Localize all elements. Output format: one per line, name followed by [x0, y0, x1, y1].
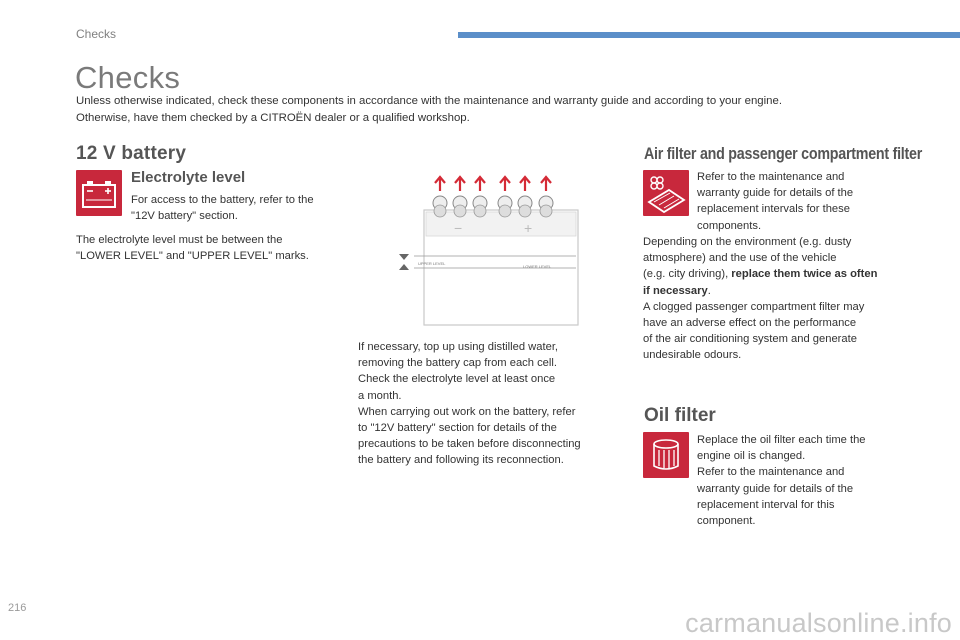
cell-cap-2 [453, 177, 467, 217]
electrolyte-level-line-1: The electrolyte level must be between the [76, 234, 283, 246]
battery-access-line-2: "12V battery" section. [131, 210, 238, 223]
upper-level-label: UPPER LEVEL [418, 261, 446, 266]
oil-filter-icon [643, 432, 689, 478]
env-line-2: atmosphere) and the use of the vehicle [643, 252, 837, 265]
air-filter-icon [643, 170, 689, 216]
air-filter-intro-line-1: Refer to the maintenance and [697, 171, 845, 183]
header-accent-bar [458, 32, 960, 38]
battery-icon [76, 170, 122, 216]
plus-sign: + [524, 220, 533, 236]
battery-access-text [131, 192, 314, 224]
watermark: carmanualsonline.info [685, 608, 952, 638]
topup-text [358, 339, 581, 469]
topup-line-4: a month. [358, 389, 402, 402]
topup-line-6: to "12V battery" section for details of the [358, 422, 557, 435]
electrolyte-level-line-2: "LOWER LEVEL" and "UPPER LEVEL" marks. [76, 250, 309, 263]
oil-filter-line-5: replacement interval for this [697, 498, 835, 511]
oil-filter-text [697, 432, 866, 529]
section-label: Checks [76, 27, 117, 41]
env-line-4 [643, 283, 918, 299]
cell-cap-3 [473, 177, 487, 217]
air-filter-intro-line-4: components. [697, 219, 762, 232]
oil-filter-line-6: component. [697, 515, 756, 528]
oil-filter-line-4: warranty guide for details of the [697, 482, 854, 495]
clogged-line-2: have an adverse effect on the performance [643, 317, 857, 330]
topup-line-8: the battery and following its reconnection. [358, 454, 564, 467]
env-line-3-bold: replace them twice as often [731, 268, 878, 281]
battery-heading: 12 V battery [76, 143, 187, 164]
oil-filter-heading: Oil filter [644, 405, 716, 426]
clogged-line-1: A clogged passenger compartment filter may [643, 300, 865, 313]
electrolyte-level-text [76, 232, 309, 264]
electrolyte-subheading: Electrolyte level [131, 169, 246, 186]
cell-cap-1 [433, 177, 447, 217]
env-line-4-bold: if necessary [643, 284, 708, 297]
air-filter-heading: Air filter and passenger compartment filter [644, 144, 923, 163]
env-line-3 [643, 266, 918, 282]
topup-line-5: When carrying out work on the battery, refer [358, 405, 576, 418]
cell-caps-group [420, 175, 570, 225]
cell-cap-5 [518, 177, 532, 217]
clogged-line-4: undesirable odours. [643, 349, 742, 362]
page-number: 216 [8, 602, 27, 614]
oil-filter-line-2: engine oil is changed. [697, 450, 806, 463]
air-filter-intro-line-2: warranty guide for details of the [697, 187, 854, 200]
intro-text [76, 93, 916, 127]
topup-line-2: removing the battery cap from each cell. [358, 357, 557, 370]
battery-access-line-1: For access to the battery, refer to the [131, 194, 314, 206]
air-filter-environment-text [643, 234, 918, 364]
env-line-3-normal: (e.g. city driving), [643, 268, 732, 281]
intro-line-1: Unless otherwise indicated, check these components in accordance with the maintenance and warranty guide and according to your engine. [76, 95, 783, 107]
intro-line-2: Otherwise, have them checked by a CITROËN dealer or a qualified workshop. [76, 112, 470, 124]
clogged-line-3: of the air conditioning system and generate [643, 333, 857, 346]
oil-filter-line-3: Refer to the maintenance and [697, 466, 845, 479]
minus-sign: − [454, 220, 463, 236]
page-title: Checks [75, 60, 181, 95]
env-line-1: Depending on the environment (e.g. dusty [643, 236, 852, 248]
topup-line-7: precautions to be taken before disconnecting [358, 438, 581, 451]
topup-line-1: If necessary, top up using distilled water, [358, 341, 559, 353]
cell-cap-4 [498, 177, 512, 217]
topup-line-3: Check the electrolyte level at least once [358, 373, 556, 386]
air-filter-intro-line-3: replacement intervals for these [697, 203, 850, 216]
cell-cap-6 [539, 177, 553, 217]
lower-level-label: LOWER LEVEL [523, 264, 552, 269]
env-line-4-end: . [707, 284, 711, 297]
air-filter-intro [697, 169, 853, 234]
oil-filter-line-1: Replace the oil filter each time the [697, 434, 866, 446]
